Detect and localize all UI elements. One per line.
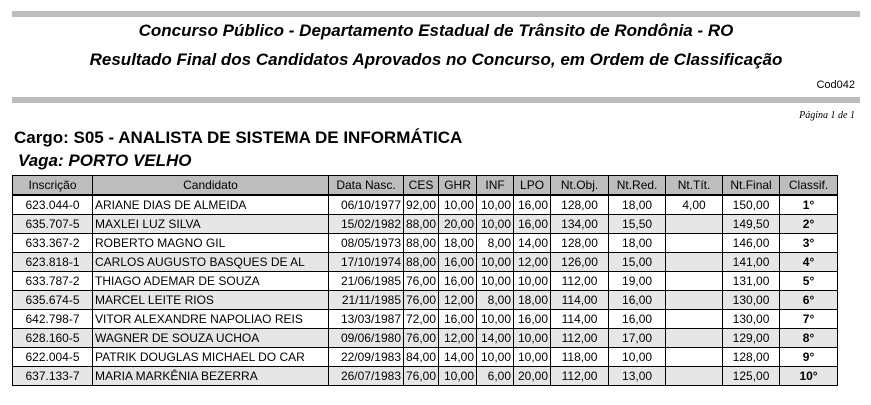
- table-row: [13, 348, 838, 367]
- col-nt-obj: Nt.Obj.: [551, 176, 609, 196]
- cell-nt-red: 16,00: [609, 310, 666, 329]
- cell-candidato: WAGNER DE SOUZA UCHOA: [93, 329, 329, 348]
- cell-candidato: CARLOS AUGUSTO BASQUES DE AL: [93, 253, 329, 272]
- cell-classif: 10°: [780, 367, 838, 386]
- cell-lpo: 16,00: [514, 195, 551, 215]
- cell-candidato: VITOR ALEXANDRE NAPOLIAO REIS: [93, 310, 329, 329]
- cell-nt-obj: 118,00: [551, 348, 609, 367]
- cell-classif: 9°: [780, 348, 838, 367]
- page-subtitle: Resultado Final dos Candidatos Aprovados no Concurso, em Ordem de Classificação: [89, 50, 783, 69]
- cell-nt-red: 10,00: [609, 348, 666, 367]
- col-nt-red: Nt.Red.: [609, 176, 666, 196]
- cell-classif: 4°: [780, 253, 838, 272]
- cell-lpo: 10,00: [514, 348, 551, 367]
- cell-lpo: 14,00: [514, 234, 551, 253]
- cell-candidato: MARCEL LEITE RIOS: [93, 291, 329, 310]
- cell-inf: 10,00: [477, 348, 514, 367]
- cell-ces: 84,00: [404, 348, 439, 367]
- cell-classif: 3°: [780, 234, 838, 253]
- cell-nt-tit: [666, 272, 723, 291]
- cargo-heading: Cargo: S05 - ANALISTA DE SISTEMA DE INFORMÁTICA: [14, 128, 463, 147]
- cell-lpo: 10,00: [514, 272, 551, 291]
- cell-inf: 10,00: [477, 195, 514, 215]
- cell-classif: 8°: [780, 329, 838, 348]
- cell-data-nasc: 13/03/1987: [329, 310, 404, 329]
- cell-ces: 76,00: [404, 367, 439, 386]
- cell-nt-red: 18,00: [609, 195, 666, 215]
- cell-ghr: 16,00: [439, 272, 477, 291]
- cell-ghr: 12,00: [439, 291, 477, 310]
- document-code: Cod042: [816, 79, 855, 91]
- cell-inf: 10,00: [477, 272, 514, 291]
- cell-data-nasc: 21/06/1985: [329, 272, 404, 291]
- cell-candidato: ROBERTO MAGNO GIL: [93, 234, 329, 253]
- cell-nt-red: 15,50: [609, 215, 666, 234]
- cell-ghr: 10,00: [439, 195, 477, 215]
- col-nt-tit: Nt.Tít.: [666, 176, 723, 196]
- cell-ces: 88,00: [404, 215, 439, 234]
- cell-nt-obj: 126,00: [551, 253, 609, 272]
- cell-nt-obj: 128,00: [551, 234, 609, 253]
- cell-nt-tit: [666, 291, 723, 310]
- cell-inscricao: 635.674-5: [13, 291, 93, 310]
- cell-data-nasc: 15/02/1982: [329, 215, 404, 234]
- cell-nt-obj: 114,00: [551, 310, 609, 329]
- cell-data-nasc: 22/09/1983: [329, 348, 404, 367]
- cell-nt-tit: [666, 215, 723, 234]
- page-number: Página 1 de 1: [799, 110, 855, 121]
- cell-ces: 76,00: [404, 329, 439, 348]
- cell-inscricao: 642.798-7: [13, 310, 93, 329]
- cell-nt-obj: 114,00: [551, 291, 609, 310]
- cell-classif: 6°: [780, 291, 838, 310]
- cell-nt-final: 146,00: [723, 234, 780, 253]
- cell-candidato: MARIA MARKÊNIA BEZERRA: [93, 367, 329, 386]
- cell-nt-final: 129,00: [723, 329, 780, 348]
- cell-inf: 10,00: [477, 310, 514, 329]
- cell-ces: 88,00: [404, 234, 439, 253]
- cell-inscricao: 623.044-0: [13, 195, 93, 215]
- col-lpo: LPO: [514, 176, 551, 196]
- cell-nt-tit: [666, 234, 723, 253]
- cell-nt-obj: 134,00: [551, 215, 609, 234]
- cell-nt-red: 19,00: [609, 272, 666, 291]
- cell-ghr: 12,00: [439, 329, 477, 348]
- cell-candidato: THIAGO ADEMAR DE SOUZA: [93, 272, 329, 291]
- cell-nt-red: 15,00: [609, 253, 666, 272]
- cell-inf: 8,00: [477, 291, 514, 310]
- cell-ces: 92,00: [404, 195, 439, 215]
- results-table: [12, 175, 838, 386]
- cell-classif: 5°: [780, 272, 838, 291]
- cell-nt-obj: 112,00: [551, 329, 609, 348]
- cell-nt-red: 16,00: [609, 291, 666, 310]
- table-row: [13, 310, 838, 329]
- cell-inscricao: 637.133-7: [13, 367, 93, 386]
- cell-classif: 7°: [780, 310, 838, 329]
- cell-inf: 10,00: [477, 215, 514, 234]
- cell-inscricao: 622.004-5: [13, 348, 93, 367]
- col-inf: INF: [477, 176, 514, 196]
- cell-lpo: 20,00: [514, 367, 551, 386]
- cell-candidato: PATRIK DOUGLAS MICHAEL DO CAR: [93, 348, 329, 367]
- cell-ces: 72,00: [404, 310, 439, 329]
- cell-nt-final: 130,00: [723, 291, 780, 310]
- cell-lpo: 16,00: [514, 215, 551, 234]
- table-row: [13, 329, 838, 348]
- cell-lpo: 10,00: [514, 329, 551, 348]
- cell-inf: 6,00: [477, 367, 514, 386]
- col-data-nasc: Data Nasc.: [329, 176, 404, 196]
- cell-classif: 1°: [780, 195, 838, 215]
- col-ghr: GHR: [439, 176, 477, 196]
- cell-nt-final: 130,00: [723, 310, 780, 329]
- cell-ghr: 14,00: [439, 348, 477, 367]
- cell-nt-final: 131,00: [723, 272, 780, 291]
- cell-nt-obj: 112,00: [551, 272, 609, 291]
- table-row: [13, 367, 838, 386]
- cell-lpo: 16,00: [514, 310, 551, 329]
- col-inscricao: Inscrição: [13, 176, 93, 196]
- cell-nt-obj: 112,00: [551, 367, 609, 386]
- cell-candidato: ARIANE DIAS DE ALMEIDA: [93, 195, 329, 215]
- col-nt-final: Nt.Final: [723, 176, 780, 196]
- top-rule: [12, 11, 860, 17]
- cell-nt-final: 128,00: [723, 348, 780, 367]
- table-row: [13, 272, 838, 291]
- col-classif: Classif.: [780, 176, 838, 196]
- col-candidato: Candidato: [93, 176, 329, 196]
- cell-ces: 88,00: [404, 253, 439, 272]
- cell-nt-red: 17,00: [609, 329, 666, 348]
- cell-candidato: MAXLEI LUZ SILVA: [93, 215, 329, 234]
- cell-ces: 76,00: [404, 272, 439, 291]
- cell-ghr: 18,00: [439, 234, 477, 253]
- cell-ghr: 10,00: [439, 367, 477, 386]
- header-rule: [12, 97, 860, 103]
- cell-nt-tit: [666, 348, 723, 367]
- cell-nt-final: 149,50: [723, 215, 780, 234]
- cell-ghr: 16,00: [439, 310, 477, 329]
- cell-data-nasc: 17/10/1974: [329, 253, 404, 272]
- cell-nt-final: 125,00: [723, 367, 780, 386]
- cell-nt-final: 150,00: [723, 195, 780, 215]
- col-ces: CES: [404, 176, 439, 196]
- cell-inf: 14,00: [477, 329, 514, 348]
- cell-data-nasc: 21/11/1985: [329, 291, 404, 310]
- cell-nt-obj: 128,00: [551, 195, 609, 215]
- cell-inscricao: 633.367-2: [13, 234, 93, 253]
- cell-nt-tit: [666, 253, 723, 272]
- cell-nt-tit: 4,00: [666, 195, 723, 215]
- cell-data-nasc: 08/05/1973: [329, 234, 404, 253]
- table-row: [13, 234, 838, 253]
- cell-nt-final: 141,00: [723, 253, 780, 272]
- cell-nt-red: 13,00: [609, 367, 666, 386]
- cell-nt-tit: [666, 329, 723, 348]
- cell-ces: 76,00: [404, 291, 439, 310]
- table-row: [13, 215, 838, 234]
- cell-inscricao: 635.707-5: [13, 215, 93, 234]
- vaga-heading: Vaga: PORTO VELHO: [18, 151, 192, 170]
- cell-inscricao: 633.787-2: [13, 272, 93, 291]
- page-title: Concurso Público - Departamento Estadual de Trânsito de Rondônia - RO: [138, 21, 734, 40]
- cell-inf: 10,00: [477, 253, 514, 272]
- table-row: [13, 195, 838, 215]
- cell-lpo: 12,00: [514, 253, 551, 272]
- cell-nt-tit: [666, 367, 723, 386]
- table-header-row: [13, 176, 838, 196]
- cell-nt-red: 18,00: [609, 234, 666, 253]
- cell-data-nasc: 06/10/1977: [329, 195, 404, 215]
- table-row: [13, 253, 838, 272]
- cell-inscricao: 628.160-5: [13, 329, 93, 348]
- cell-nt-tit: [666, 310, 723, 329]
- cell-data-nasc: 26/07/1983: [329, 367, 404, 386]
- cell-inf: 8,00: [477, 234, 514, 253]
- cell-ghr: 16,00: [439, 253, 477, 272]
- table-row: [13, 291, 838, 310]
- cell-lpo: 18,00: [514, 291, 551, 310]
- cell-data-nasc: 09/06/1980: [329, 329, 404, 348]
- cell-inscricao: 623.818-1: [13, 253, 93, 272]
- cell-ghr: 20,00: [439, 215, 477, 234]
- cell-classif: 2°: [780, 215, 838, 234]
